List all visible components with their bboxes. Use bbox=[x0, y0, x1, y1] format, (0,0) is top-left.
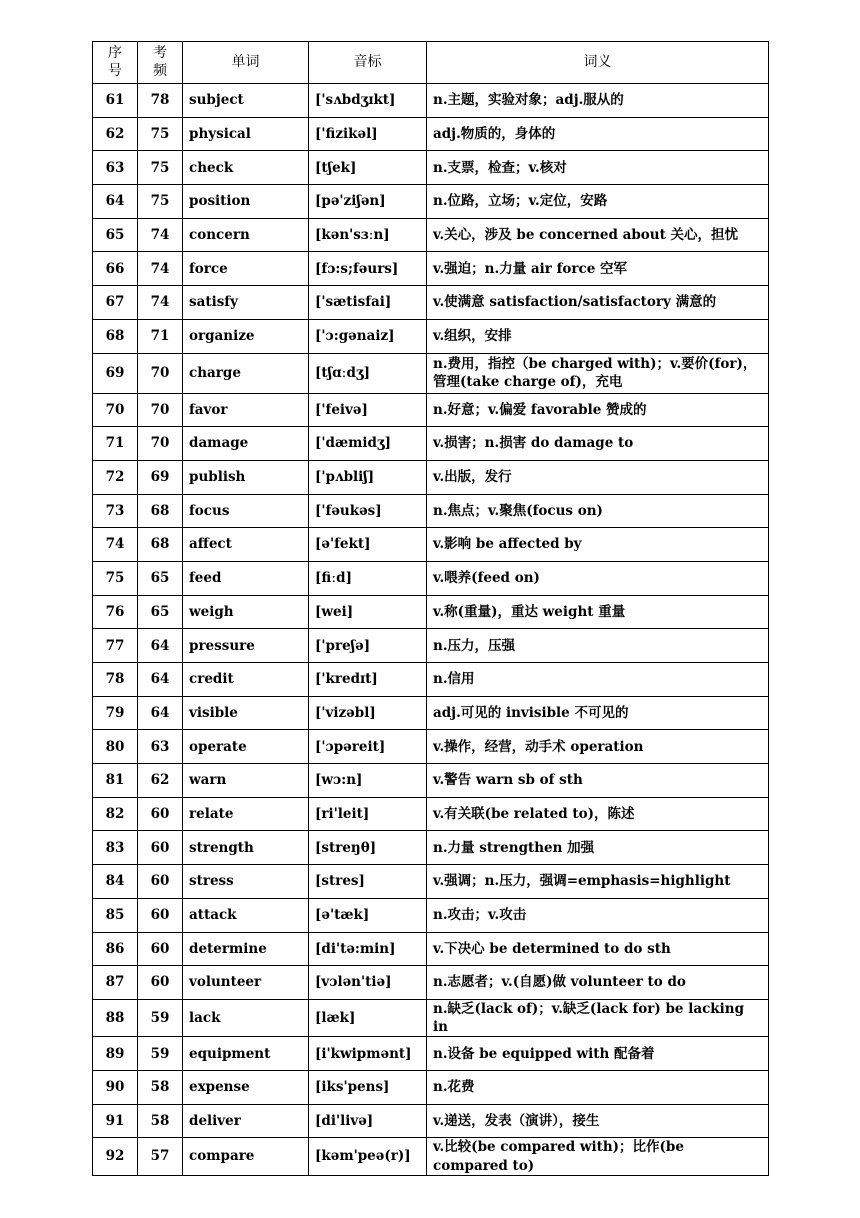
row-frequency: 63 bbox=[138, 730, 183, 764]
row-number: 78 bbox=[93, 663, 138, 697]
row-frequency: 64 bbox=[138, 663, 183, 697]
row-number: 66 bbox=[93, 252, 138, 286]
row-number: 86 bbox=[93, 932, 138, 966]
row-meaning: n.信用 bbox=[427, 663, 769, 697]
row-word: warn bbox=[183, 764, 309, 798]
row-frequency: 75 bbox=[138, 151, 183, 185]
row-number: 81 bbox=[93, 764, 138, 798]
row-phonetic: [tʃek] bbox=[309, 151, 427, 185]
row-meaning: adj.物质的，身体的 bbox=[427, 117, 769, 151]
row-word: expense bbox=[183, 1071, 309, 1105]
row-word: focus bbox=[183, 494, 309, 528]
row-phonetic: [kəm'peə(r)] bbox=[309, 1138, 427, 1175]
row-phonetic: [ri'leit] bbox=[309, 797, 427, 831]
row-meaning: n.缺乏(lack of)；v.缺乏(lack for) be lacking in bbox=[427, 999, 769, 1036]
row-word: satisfy bbox=[183, 286, 309, 320]
row-meaning: n.位路，立场；v.定位，安路 bbox=[427, 185, 769, 219]
row-word: stress bbox=[183, 865, 309, 899]
row-phonetic: ['vizəbl] bbox=[309, 696, 427, 730]
table-row bbox=[93, 494, 769, 528]
row-meaning: v.下决心 be determined to do sth bbox=[427, 932, 769, 966]
header-frequency bbox=[138, 42, 183, 84]
row-frequency: 60 bbox=[138, 831, 183, 865]
row-phonetic: [wɔ:n] bbox=[309, 764, 427, 798]
table-row bbox=[93, 117, 769, 151]
row-phonetic: [ə'tæk] bbox=[309, 898, 427, 932]
row-phonetic: [ə'fekt] bbox=[309, 528, 427, 562]
row-number: 91 bbox=[93, 1104, 138, 1138]
row-frequency: 75 bbox=[138, 185, 183, 219]
row-word: deliver bbox=[183, 1104, 309, 1138]
table-row bbox=[93, 696, 769, 730]
row-word: charge bbox=[183, 353, 309, 393]
row-meaning: v.有关联(be related to)，陈述 bbox=[427, 797, 769, 831]
table-row bbox=[93, 629, 769, 663]
row-number: 87 bbox=[93, 966, 138, 1000]
row-meaning: n.设备 be equipped with 配备着 bbox=[427, 1037, 769, 1071]
row-meaning: v.关心，涉及 be concerned about 关心，担忧 bbox=[427, 218, 769, 252]
row-phonetic: ['dæmidʒ] bbox=[309, 427, 427, 461]
row-number: 84 bbox=[93, 865, 138, 899]
row-number: 75 bbox=[93, 561, 138, 595]
row-meaning: v.警告 warn sb of sth bbox=[427, 764, 769, 798]
row-word: affect bbox=[183, 528, 309, 562]
table-header bbox=[93, 42, 769, 84]
row-meaning: v.递送，发表（演讲），接生 bbox=[427, 1104, 769, 1138]
row-number: 65 bbox=[93, 218, 138, 252]
table-body bbox=[93, 84, 769, 1176]
row-word: determine bbox=[183, 932, 309, 966]
table-row bbox=[93, 1104, 769, 1138]
row-phonetic: [wei] bbox=[309, 595, 427, 629]
header-index-line2: 号 bbox=[108, 62, 122, 79]
row-number: 82 bbox=[93, 797, 138, 831]
row-word: weigh bbox=[183, 595, 309, 629]
row-meaning: n.力量 strengthen 加强 bbox=[427, 831, 769, 865]
row-phonetic: [tʃɑːdʒ] bbox=[309, 353, 427, 393]
row-frequency: 60 bbox=[138, 932, 183, 966]
row-word: strength bbox=[183, 831, 309, 865]
row-frequency: 60 bbox=[138, 898, 183, 932]
row-number: 89 bbox=[93, 1037, 138, 1071]
row-frequency: 57 bbox=[138, 1138, 183, 1175]
row-phonetic: ['sætisfai] bbox=[309, 286, 427, 320]
row-phonetic: ['ɔpəreit] bbox=[309, 730, 427, 764]
row-meaning: n.焦点；v.聚焦(focus on) bbox=[427, 494, 769, 528]
row-number: 72 bbox=[93, 460, 138, 494]
row-phonetic: [streŋθ] bbox=[309, 831, 427, 865]
row-meaning: n.主题，实验对象；adj.服从的 bbox=[427, 84, 769, 118]
row-number: 68 bbox=[93, 319, 138, 353]
table-row bbox=[93, 865, 769, 899]
table-row bbox=[93, 286, 769, 320]
row-word: publish bbox=[183, 460, 309, 494]
row-word: position bbox=[183, 185, 309, 219]
row-word: feed bbox=[183, 561, 309, 595]
row-number: 74 bbox=[93, 528, 138, 562]
row-number: 64 bbox=[93, 185, 138, 219]
row-frequency: 70 bbox=[138, 427, 183, 461]
row-phonetic: [læk] bbox=[309, 999, 427, 1036]
row-frequency: 74 bbox=[138, 286, 183, 320]
row-frequency: 65 bbox=[138, 595, 183, 629]
table-row bbox=[93, 932, 769, 966]
table-row bbox=[93, 1071, 769, 1105]
row-frequency: 58 bbox=[138, 1071, 183, 1105]
row-frequency: 68 bbox=[138, 528, 183, 562]
row-meaning: n.好意；v.偏爱 favorable 赞成的 bbox=[427, 393, 769, 427]
table-row bbox=[93, 427, 769, 461]
row-meaning: n.费用，指控（be charged with)；v.要价(for)，管理(take charge of)，充电 bbox=[427, 353, 769, 393]
table-row bbox=[93, 1138, 769, 1175]
table-row bbox=[93, 764, 769, 798]
row-number: 85 bbox=[93, 898, 138, 932]
row-phonetic: ['fəukəs] bbox=[309, 494, 427, 528]
row-meaning: n.压力，压强 bbox=[427, 629, 769, 663]
header-word: 单词 bbox=[183, 42, 309, 84]
header-frequency-line1: 考 bbox=[153, 45, 167, 61]
table-row bbox=[93, 561, 769, 595]
row-phonetic: [fɔ:s;fəurs] bbox=[309, 252, 427, 286]
header-phonetic: 音标 bbox=[309, 42, 427, 84]
row-number: 61 bbox=[93, 84, 138, 118]
row-meaning: v.比较(be compared with)；比作(be compared to) bbox=[427, 1138, 769, 1175]
row-meaning: v.称(重量)，重达 weight 重量 bbox=[427, 595, 769, 629]
row-frequency: 59 bbox=[138, 999, 183, 1036]
row-frequency: 70 bbox=[138, 353, 183, 393]
row-meaning: v.操作，经营，动手术 operation bbox=[427, 730, 769, 764]
row-number: 67 bbox=[93, 286, 138, 320]
row-phonetic: ['kredɪt] bbox=[309, 663, 427, 697]
row-phonetic: [stres] bbox=[309, 865, 427, 899]
row-word: damage bbox=[183, 427, 309, 461]
table-row bbox=[93, 252, 769, 286]
table-row bbox=[93, 663, 769, 697]
row-phonetic: [pə'ziʃən] bbox=[309, 185, 427, 219]
row-meaning: v.出版，发行 bbox=[427, 460, 769, 494]
row-frequency: 65 bbox=[138, 561, 183, 595]
row-word: force bbox=[183, 252, 309, 286]
row-word: equipment bbox=[183, 1037, 309, 1071]
table-row bbox=[93, 730, 769, 764]
row-number: 79 bbox=[93, 696, 138, 730]
row-frequency: 69 bbox=[138, 460, 183, 494]
row-number: 88 bbox=[93, 999, 138, 1036]
row-number: 70 bbox=[93, 393, 138, 427]
row-phonetic: [iks'pens] bbox=[309, 1071, 427, 1105]
row-meaning: n.攻击；v.攻击 bbox=[427, 898, 769, 932]
row-number: 92 bbox=[93, 1138, 138, 1175]
row-number: 62 bbox=[93, 117, 138, 151]
row-word: check bbox=[183, 151, 309, 185]
row-word: attack bbox=[183, 898, 309, 932]
row-number: 83 bbox=[93, 831, 138, 865]
header-row bbox=[93, 42, 769, 84]
table-row bbox=[93, 595, 769, 629]
table-row bbox=[93, 460, 769, 494]
table-row bbox=[93, 797, 769, 831]
row-frequency: 74 bbox=[138, 218, 183, 252]
row-frequency: 78 bbox=[138, 84, 183, 118]
row-phonetic: ['ɔ:gənaiz] bbox=[309, 319, 427, 353]
row-number: 73 bbox=[93, 494, 138, 528]
table-row bbox=[93, 319, 769, 353]
row-meaning: v.强迫；n.力量 air force 空军 bbox=[427, 252, 769, 286]
row-number: 63 bbox=[93, 151, 138, 185]
header-index bbox=[93, 42, 138, 84]
table-row bbox=[93, 185, 769, 219]
row-meaning: v.影响 be affected by bbox=[427, 528, 769, 562]
table-row bbox=[93, 353, 769, 393]
row-phonetic: [di'tə:min] bbox=[309, 932, 427, 966]
row-word: credit bbox=[183, 663, 309, 697]
row-frequency: 62 bbox=[138, 764, 183, 798]
row-word: relate bbox=[183, 797, 309, 831]
table-row bbox=[93, 528, 769, 562]
row-frequency: 71 bbox=[138, 319, 183, 353]
table-row bbox=[93, 1037, 769, 1071]
row-phonetic: ['sʌbdʒɪkt] bbox=[309, 84, 427, 118]
row-number: 71 bbox=[93, 427, 138, 461]
row-word: pressure bbox=[183, 629, 309, 663]
row-word: favor bbox=[183, 393, 309, 427]
row-word: lack bbox=[183, 999, 309, 1036]
row-frequency: 68 bbox=[138, 494, 183, 528]
row-phonetic: ['feivə] bbox=[309, 393, 427, 427]
row-meaning: v.喂养(feed on) bbox=[427, 561, 769, 595]
row-frequency: 64 bbox=[138, 696, 183, 730]
table-row bbox=[93, 218, 769, 252]
header-index-line1: 序 bbox=[108, 45, 122, 61]
table-row bbox=[93, 831, 769, 865]
row-phonetic: [vɔlən'tiə] bbox=[309, 966, 427, 1000]
row-phonetic: ['fizikəl] bbox=[309, 117, 427, 151]
row-meaning: v.强调；n.压力，强调=emphasis=highlight bbox=[427, 865, 769, 899]
row-frequency: 59 bbox=[138, 1037, 183, 1071]
table-row bbox=[93, 393, 769, 427]
row-word: compare bbox=[183, 1138, 309, 1175]
row-frequency: 60 bbox=[138, 865, 183, 899]
row-phonetic: [di'livə] bbox=[309, 1104, 427, 1138]
table-row bbox=[93, 84, 769, 118]
row-meaning: v.损害；n.损害 do damage to bbox=[427, 427, 769, 461]
row-phonetic: [i'kwipmənt] bbox=[309, 1037, 427, 1071]
row-meaning: n.志愿者；v.(自愿)做 volunteer to do bbox=[427, 966, 769, 1000]
row-word: subject bbox=[183, 84, 309, 118]
row-number: 77 bbox=[93, 629, 138, 663]
row-frequency: 60 bbox=[138, 797, 183, 831]
row-phonetic: ['pʌbliʃ] bbox=[309, 460, 427, 494]
vocabulary-table bbox=[92, 41, 769, 1176]
row-meaning: adj.可见的 invisible 不可见的 bbox=[427, 696, 769, 730]
row-meaning: v.组织，安排 bbox=[427, 319, 769, 353]
row-meaning: n.支票，检查；v.核对 bbox=[427, 151, 769, 185]
row-meaning: n.花费 bbox=[427, 1071, 769, 1105]
row-meaning: v.使满意 satisfaction/satisfactory 满意的 bbox=[427, 286, 769, 320]
header-meaning: 词义 bbox=[427, 42, 769, 84]
row-frequency: 75 bbox=[138, 117, 183, 151]
row-number: 80 bbox=[93, 730, 138, 764]
row-word: physical bbox=[183, 117, 309, 151]
row-frequency: 64 bbox=[138, 629, 183, 663]
row-frequency: 60 bbox=[138, 966, 183, 1000]
row-word: volunteer bbox=[183, 966, 309, 1000]
table-row bbox=[93, 898, 769, 932]
row-frequency: 58 bbox=[138, 1104, 183, 1138]
header-frequency-line2: 频 bbox=[153, 62, 167, 79]
row-number: 76 bbox=[93, 595, 138, 629]
table-row bbox=[93, 966, 769, 1000]
row-word: operate bbox=[183, 730, 309, 764]
table-row bbox=[93, 999, 769, 1036]
row-word: organize bbox=[183, 319, 309, 353]
table-row bbox=[93, 151, 769, 185]
row-frequency: 74 bbox=[138, 252, 183, 286]
row-phonetic: [kən'sɜːn] bbox=[309, 218, 427, 252]
row-frequency: 70 bbox=[138, 393, 183, 427]
row-phonetic: ['preʃə] bbox=[309, 629, 427, 663]
row-word: concern bbox=[183, 218, 309, 252]
row-phonetic: [fiːd] bbox=[309, 561, 427, 595]
row-number: 69 bbox=[93, 353, 138, 393]
row-word: visible bbox=[183, 696, 309, 730]
row-number: 90 bbox=[93, 1071, 138, 1105]
